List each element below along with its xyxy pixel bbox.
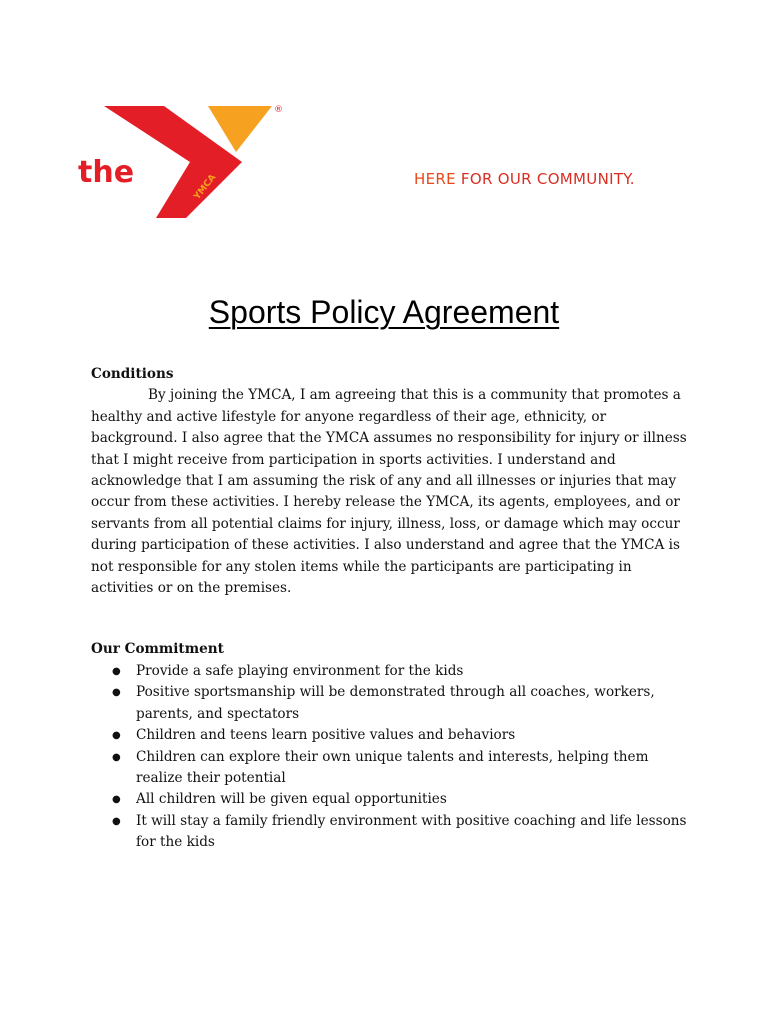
list-item-text: It will stay a family friendly environment with positive coaching and life lessons for the kids (136, 812, 687, 851)
logo-wordmark: the (78, 155, 135, 190)
bullet-icon: ● (112, 815, 121, 827)
list-item (91, 747, 691, 790)
bullet-icon: ● (112, 730, 121, 742)
logo-ymca-text: YMCA (192, 172, 219, 202)
list-item (91, 789, 691, 810)
bullet-icon: ● (112, 687, 121, 699)
commitment-heading: Our Commitment (91, 641, 224, 658)
bullet-icon: ● (112, 751, 121, 763)
list-item (91, 661, 691, 682)
list-item-text: Provide a safe playing environment for the kids (136, 662, 464, 679)
list-item (91, 725, 691, 746)
bullet-icon: ● (112, 665, 121, 677)
list-item-text: Positive sportsmanship will be demonstrated through all coaches, workers, parents, and spectators (136, 684, 655, 722)
commitment-list (91, 661, 691, 854)
conditions-heading: Conditions (91, 366, 174, 382)
list-item-text: Children can explore their own unique talents and interests, helping them realize their potential (136, 748, 649, 786)
logo-registered-mark: ® (274, 105, 283, 115)
ymca-logo (74, 96, 294, 228)
tagline-here: HERE (414, 170, 456, 188)
bullet-icon: ● (112, 794, 121, 806)
list-item (91, 811, 691, 854)
list-item-text: All children will be given equal opportunities (136, 791, 447, 808)
page-title: Sports Policy Agreement (208, 294, 560, 330)
tagline (414, 170, 635, 188)
document-body (91, 364, 691, 854)
tagline-rest: FOR OUR COMMUNITY. (455, 170, 635, 188)
list-item-text: Children and teens learn positive values and behaviors (136, 727, 516, 744)
list-item (91, 682, 691, 725)
conditions-paragraph: By joining the YMCA, I am agreeing that this is a community that promotes a healthy and active lifestyle for anyone regardless of their age, ethnicity, or background. I also agree that the YMCA assumes no responsibility for injury or illness that I might receive from participation in sports activities. I understand and acknowledge that I am assuming the risk of any and all illnesses or injuries that may occur from these activities. I hereby release the YMCA, its agents, employees, and or servants from all potential claims for injury, illness, loss, or damage which may occur during participation of these activities. I also understand and agree that the YMCA is not responsible for any stolen items while the participants are participating in activities or on the premises. (91, 387, 687, 597)
